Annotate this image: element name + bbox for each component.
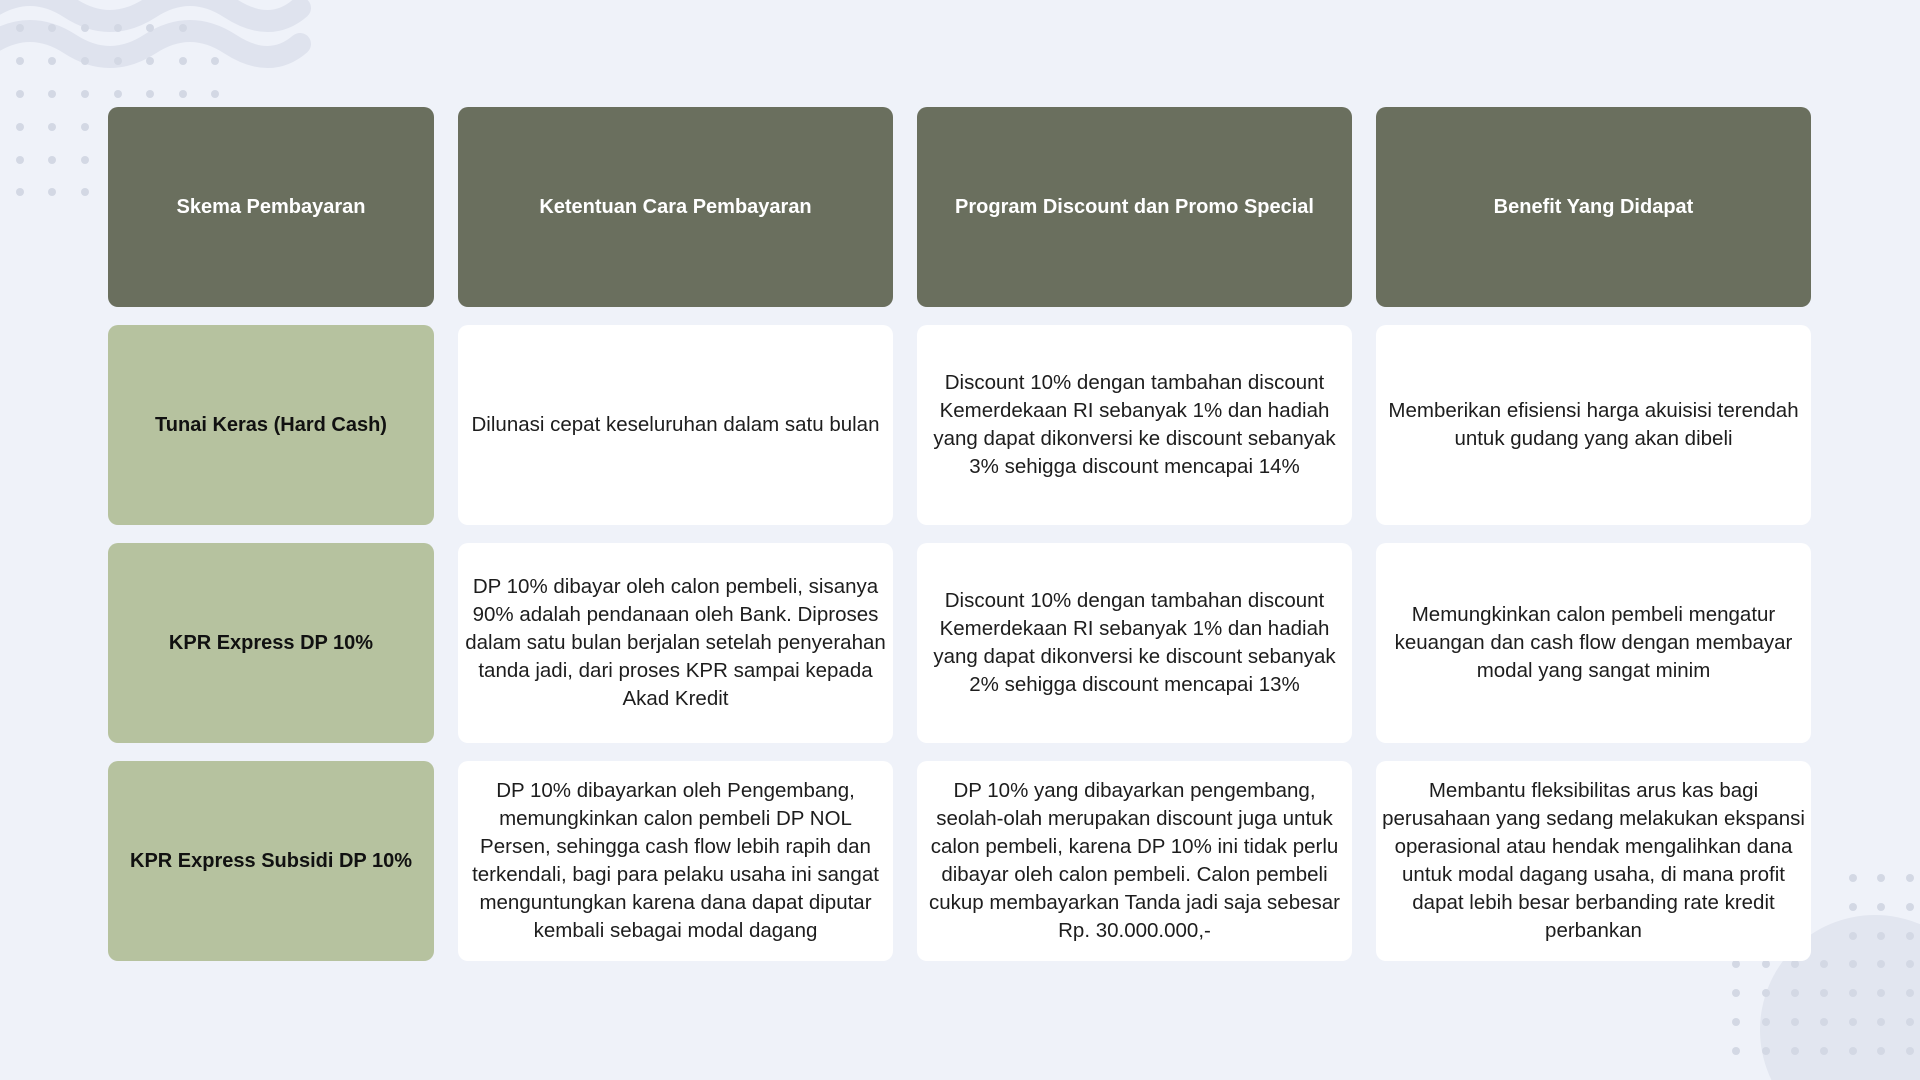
cell-terms-kpr-subsidi: DP 10% dibayarkan oleh Pengembang, memungkinkan calon pembeli DP NOL Persen, sehingga cash flow lebih rapih dan terkendali, bagi para pelaku usaha ini sangat menguntungkan karena dana dapat diputar kembali sebagai modal dagang	[458, 761, 893, 961]
header-payment-terms: Ketentuan Cara Pembayaran	[458, 107, 893, 307]
cell-promo-kpr-express: Discount 10% dengan tambahan discount Kemerdekaan RI sebanyak 1% dan hadiah yang dapat dikonversi ke discount sebanyak 2% sehigga discount mencapai 13%	[917, 543, 1352, 743]
cell-terms-kpr-express: DP 10% dibayar oleh calon pembeli, sisanya 90% adalah pendanaan oleh Bank. Diproses dalam satu bulan berjalan setelah penyerahan tanda jadi, dari proses KPR sampai kepada Akad Kredit	[458, 543, 893, 743]
row-label-hard-cash: Tunai Keras (Hard Cash)	[108, 325, 434, 525]
header-discount-promo: Program Discount dan Promo Special	[917, 107, 1352, 307]
cell-promo-hard-cash: Discount 10% dengan tambahan discount Kemerdekaan RI sebanyak 1% dan hadiah yang dapat dikonversi ke discount sebanyak 3% sehigga discount mencapai 14%	[917, 325, 1352, 525]
header-benefit: Benefit Yang Didapat	[1376, 107, 1811, 307]
cell-benefit-kpr-express: Memungkinkan calon pembeli mengatur keuangan dan cash flow dengan membayar modal yang sangat minim	[1376, 543, 1811, 743]
cell-benefit-hard-cash: Memberikan efisiensi harga akuisisi terendah untuk gudang yang akan dibeli	[1376, 325, 1811, 525]
cell-terms-hard-cash: Dilunasi cepat keseluruhan dalam satu bulan	[458, 325, 893, 525]
header-payment-scheme: Skema Pembayaran	[108, 107, 434, 307]
row-label-kpr-subsidi: KPR Express Subsidi DP 10%	[108, 761, 434, 961]
cell-benefit-kpr-subsidi: Membantu fleksibilitas arus kas bagi perusahaan yang sedang melakukan ekspansi operasional atau hendak mengalihkan dana untuk modal dagang usaha, di mana profit dapat lebih besar berbanding rate kredit perbankan	[1376, 761, 1811, 961]
payment-scheme-table	[108, 107, 1811, 961]
cell-promo-kpr-subsidi: DP 10% yang dibayarkan pengembang, seolah-olah merupakan discount juga untuk calon pembeli, karena DP 10% ini tidak perlu dibayar oleh calon pembeli. Calon pembeli cukup membayarkan Tanda jadi saja sebesar Rp. 30.000.000,-	[917, 761, 1352, 961]
row-label-kpr-express: KPR Express DP 10%	[108, 543, 434, 743]
